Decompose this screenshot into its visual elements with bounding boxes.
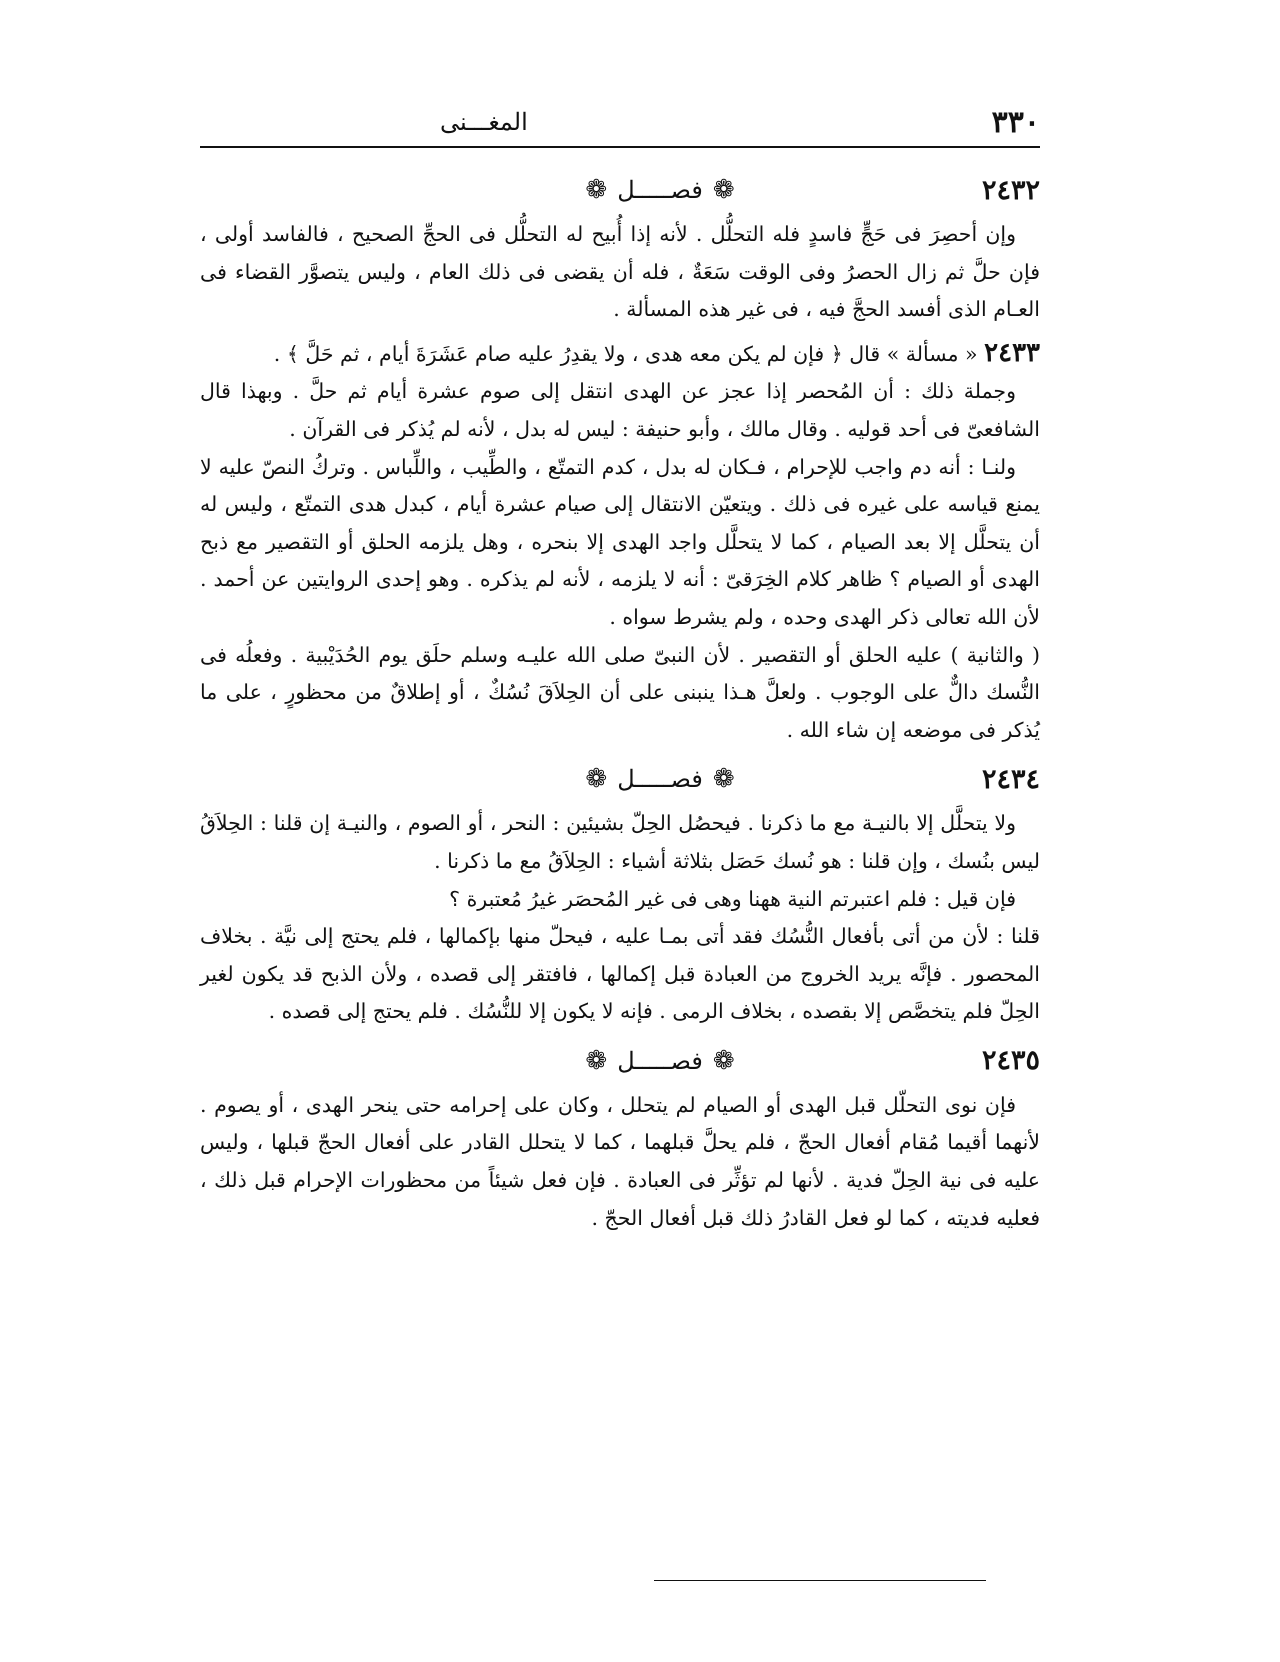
page-number: ٣٣٠ bbox=[991, 104, 1040, 140]
page-body bbox=[200, 168, 1040, 1237]
ornament-icon: ❁ bbox=[712, 175, 735, 205]
section-number: ٢٤٣٤ bbox=[981, 763, 1040, 795]
paragraph: وإن أحصِرَ فى حَجٍّ فاسدٍ فله التحلُّل . لأنه إذا أُبيح له التحلُّل فى الحجِّ الصحيح ، فالفاسد أولى ، فإن حلَّ ثم زال الحصرُ وفى الوقت سَعَةٌ ، فله أن يقضى فى ذلك العام ، وليس يتصوَّر القضاء فى العـام الذى أفسد الحجَّ فيه ، فى غير هذه المسألة . bbox=[200, 222, 1040, 322]
ornament-icon: ❁ bbox=[585, 764, 608, 795]
paragraph: ولا يتحلَّل إلا بالنيـة مع ما ذكرنا . فيحصُل الحِلّ بشيئين : النحر ، أو الصوم ، والنيـة إن قلنا : الحِلاَقُ ليس بنُسك ، وإن قلنا : هو نُسك حَصَل بثلاثة أشياء : الحِلاَقُ مع ما ذكرنا . bbox=[200, 811, 1040, 873]
section-number: ٢٤٣٢ bbox=[981, 174, 1040, 206]
section-number: ٢٤٣٥ bbox=[981, 1045, 1040, 1077]
header-rule bbox=[200, 146, 1040, 148]
masala-lead: « مسألة » قال ﴿ فإن لم يكن معه هدى ، ولا يقدِرُ عليه صام عَشَرَةَ أيام ، ثم حَلَّ ﴾ . bbox=[273, 341, 978, 366]
page-header bbox=[200, 102, 1040, 142]
section-number: ٢٤٣٣ bbox=[984, 337, 1040, 368]
ornament-icon: ❁ bbox=[585, 175, 608, 205]
paragraph: فإن نوى التحلّل قبل الهدى أو الصيام لم يتحلل ، وكان على إحرامه حتى ينحر الهدى ، أو يصوم . لأنهما أقيما مُقام أفعال الحجّ ، فلم يحلَّ قبلهما ، كما لا يتحلل القادر على أفعال الحجّ قبلها ، وليس عليه فى نية الحِلّ فدية . لأنها لم تؤثِّر فى العبادة . فإن فعل شيئاً من محظورات الإحرام قبل ذلك ، فعليه فديته ، كما لو فعل القادرُ ذلك قبل أفعال الحجّ . bbox=[200, 1092, 1040, 1230]
section-heading bbox=[200, 168, 1040, 212]
section-heading bbox=[200, 757, 1040, 801]
running-title: المغـــنى bbox=[440, 108, 528, 136]
ornament-icon: ❁ bbox=[712, 764, 735, 795]
paragraph: وجملة ذلك : أن المُحصر إذا عجز عن الهدى انتقل إلى صوم عشرة أيام ثم حلَّ . وبهذا قال الشافعىّ فى أحد قوليه . وقال مالك ، وأبو حنيفة : ليس له بدل ، لأنه لم يُذكر فى القرآن . bbox=[200, 379, 1040, 441]
ornament-icon: ❁ bbox=[585, 1045, 608, 1076]
paragraph: فإن قيل : فلم اعتبرتم النية ههنا وهى فى غير المُحصَر غيرُ مُعتبرة ؟ bbox=[449, 886, 1016, 911]
section-title: فصـــــل bbox=[617, 1046, 703, 1075]
paragraph: قلنا : لأن من أتى بأفعال النُّسُك فقد أتى بمـا عليه ، فيحلّ منها بإكمالها ، فلم يحتج إلى نيَّة . بخلاف المحصور . فإنَّه يريد الخروج من العبادة قبل إكمالها ، فافتقر إلى قصده ، ولأن الذبح قد يكون لغير الحِلّ فلم يتخصَّص إلا بقصده ، بخلاف الرمى . فإنه لا يكون إلا للنُّسُك . فلم يحتج إلى قصده . bbox=[200, 924, 1040, 1024]
ornament-icon: ❁ bbox=[712, 1045, 735, 1076]
section-heading bbox=[200, 1039, 1040, 1083]
paragraph: ولنـا : أنه دم واجب للإحرام ، فـكان له بدل ، كدم التمتّع ، والطِّيب ، واللِّباس . وتركُ النصّ عليه لا يمنع قياسه على غيره فى ذلك . ويتعيّن الانتقال إلى صيام عشرة أيام ، كبدل هدى التمتّع ، وليس له أن يتحلَّل إلا بعد الصيام ، كما لا يتحلَّل واجد الهدى إلا بنحره ، وهل يلزمه الحلق أو التقصير مع ذبح الهدى أو الصيام ؟ ظاهر كلام الخِرَقىّ : أنه لا يلزمه ، لأنه لم يذكره . وهو إحدى الروايتين عن أحمد . لأن الله تعالى ذكر الهدى وحده ، ولم يشرط سواه . bbox=[200, 454, 1040, 629]
section-title: فصـــــل bbox=[617, 765, 703, 794]
footer-rule bbox=[654, 1580, 986, 1581]
paragraph: ( والثانية ) عليه الحلق أو التقصير . لأن النبىّ صلى الله عليـه وسلم حلَق يوم الحُدَيْبية . وفعلُه فى النُّسك دالٌّ على الوجوب . ولعلَّ هـذا ينبنى على أن الحِلاَقَ نُسُكٌ ، أو إطلاقٌ من محظورٍ ، على ما يُذكر فى موضعه إن شاء الله . bbox=[200, 642, 1040, 742]
section-title: فصـــــل bbox=[617, 176, 703, 204]
masala-line bbox=[200, 335, 1040, 374]
